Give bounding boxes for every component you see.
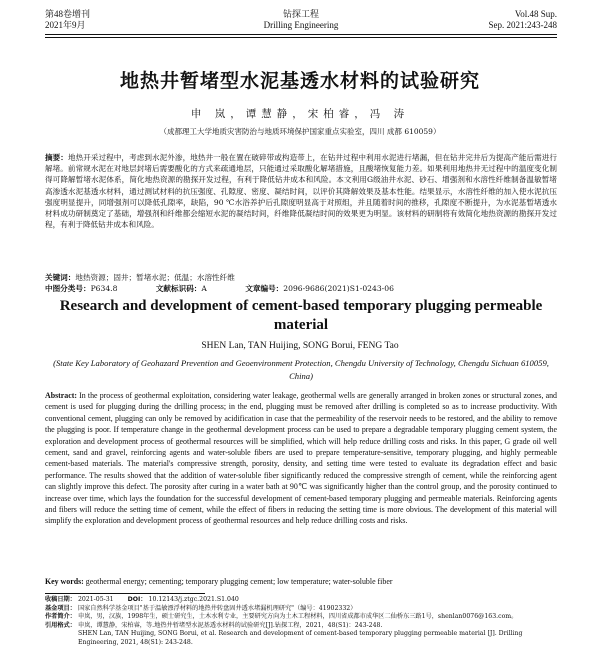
doc-code-label: 文献标识码： [155,284,202,293]
footnote-cite [45,622,557,648]
received-label: 收稿日期： [45,596,76,603]
author-bio-label: 作者简介： [45,613,76,621]
article-no-value: 2096-9686(2021)S1-0243-06 [283,284,394,293]
classification-line [45,283,557,294]
abstract-en [45,390,557,527]
keywords-en-text: geothermal energy; cementing; temporary plugging cement; low temperature; water-soluble fiber [85,577,393,586]
clc-label: 中图分类号： [45,284,91,293]
volume-en: Vol.48 Sup. [514,9,557,19]
date-cn: 2021年9月 [45,20,86,30]
doc-code-value: A [201,284,207,293]
journal-title-cn: 钻探工程 [282,9,319,19]
abstract-en-label: Abstract: [45,391,77,400]
footnotes [45,596,557,648]
clc-number [45,284,135,293]
pages-en: Sep. 2021:243-248 [488,20,557,30]
cite-en: SHEN Lan, TAN Huijing, SONG Borui, et al. Research and development of cement-based temporary plugging permeable material [J]. Drilling Engineering, 2021, 48(S1): 243-248. [77,630,523,646]
cite-cn: 申岚，谭慧静，宋柏睿，等.地热井暂堵型水泥基透水材料的试验研究[J].钻探工程，2021，48(S1)：243-248. [77,621,383,629]
keywords-en [45,576,557,587]
footnote-author [45,613,557,622]
received-date: 2021-05-31 [77,596,114,603]
article-title-cn: 地热井暂堵型水泥基透水材料的试验研究 [119,70,480,92]
footnote-rule [45,593,205,594]
doi-label: DOI： [127,596,147,603]
header-rule [45,37,557,38]
author-bio-text: 申岚，男，汉族，1998年生，硕士研究生，土木水利专业，主要研究方向为土木工程材料，四川省成都市成华区二仙桥东三路1号，shenlan0076@163.com。 [77,613,518,621]
cite-text [78,622,557,648]
volume-cn: 第48卷增刊 [45,9,91,19]
affiliation-cn: （成都理工大学地质灾害防治与地质环境保护国家重点实验室，四川 成都 610059） [159,127,441,136]
abstract-cn [45,152,557,230]
fund-label: 基金项目： [45,604,76,612]
affiliation-en: (State Key Laboratory of Geohazard Prevention and Geoenvironment Protection, Chengdu University of Technology, Chengdu Sichuan 610059, China) [53,358,549,381]
fund-text: 国家自然科学基金项目"基于温敏漂浮材料的地热井转盘固井透水堵漏机理研究"（编号：41902332） [77,604,357,612]
cite-label: 引用格式： [45,621,76,629]
keywords-cn-label: 关键词： [45,273,76,282]
abstract-cn-label: 摘要： [45,153,68,162]
document-code [156,284,225,293]
doi-value[interactable]: 10.12143/j.ztgc.2021.S1.040 [148,596,239,603]
header-right [489,9,558,31]
footnote-fund [45,605,557,614]
article-number [245,284,412,293]
running-header [45,8,557,35]
abstract-cn-text: 地热开采过程中，考虑到水泥外渗，地热井一般在置在破碎带或构造带上，在钻井过程中利用水泥进行堵漏，但在钻井完井后为提高产能后需进行解堵。前常规水泥在对地层封堵后需要酸化的方式来疏通地层，只能通过采取酸化解堵措施，且酸堵恢复能力差。如果利用地热井无过程中的温度变化制得可降解暂堵水泥体系，简化地热资源的勘探开发过程，有利于降低钻井成本和风险。本文利用G级油井水泥、砂石、增强剂和水溶性纤维制备温敏暂堵高渗透水泥基透水材料，通过测试材料的抗压强度、孔隙度、密度、凝结时间，以评价其降解效果及基本性能。结果显示，水溶性纤维的加入使水泥抗压强度明显提升，同增强剂可以降低孔隙率，缺陷，90 ℃水浴养护后孔隙度明显高于对照组，并且随着时间的推移，孔隙度不断提升，为水泥基暂堵透水材料成功研制奠定了基础，增强剂和纤维都会缩短水泥的凝结时间，纤维降低凝结时间的效果更为明显。该材料的研制将有效简化地热资源的勘探开发过程，有利于降低钻井成本和风险。 [45,153,558,230]
abstract-en-text: In the process of geothermal exploitation, considering water leakage, geothermal wells are generally arranged in broken zones or structural zones, and cement is used for plugging during the drilling process; in the end, plugging must be removed after drilling is completed so as to increase productivity. With conventional cement, plugging can only be removed by acidification in case that the permeability of the reservoir needs to be restored, and the ability to remove the plugging is poor. If temperature change in the geothermal development process can be used to prepare a degradable temporary plugging cement system, the exploration and development process of geothermal resources will be simplified, which will help reduce drilling costs and risks. In this paper, G grade oil well cement, sand and gravel, reinforcing agents and water-soluble fibers are used to prepare temperature-sensitive, temporary plugging, and highly permeable cement-based materials. The material's compressive strength, porosity, density, and setting time were tested to evaluate its degradation effect and basic performance. The results showed that the addition of water-soluble fiber significantly reduced the compressive strength of cement, while the reinforcing agent can slightly improve this defect. The porosity after curing in a water bath at 90℃ was significantly higher than the control group, and the porosity continued to increase over time, which lays the foundation for the successful development of cement-based temporary plugging and permeable materials. Reinforcing agents and fibers will reduce the setting time of cement, while the effect of fibers in reducing the setting time is more obvious. The development of this material will simplify the exploration and development process of geothermal resources and help reduce drilling costs and risks. [45,391,557,526]
journal-title-en: Drilling Engineering [263,20,339,30]
keywords-cn [45,272,557,283]
keywords-cn-text: 地热资源；固井；暂堵水泥；低温；水溶性纤维 [75,273,235,282]
clc-value: P634.8 [90,284,118,293]
authors-en: SHEN Lan, TAN Huijing, SONG Borui, FENG Tao [201,341,399,351]
keywords-en-label: Key words: [45,577,84,586]
footnote-received [45,596,557,605]
article-title-en: Research and development of cement-based temporary plugging permeable material [59,298,543,333]
authors-cn: 申 岚，谭慧静，宋柏睿，冯 涛 [190,108,410,120]
article-no-label: 文章编号： [245,284,284,293]
header-center [45,9,557,31]
